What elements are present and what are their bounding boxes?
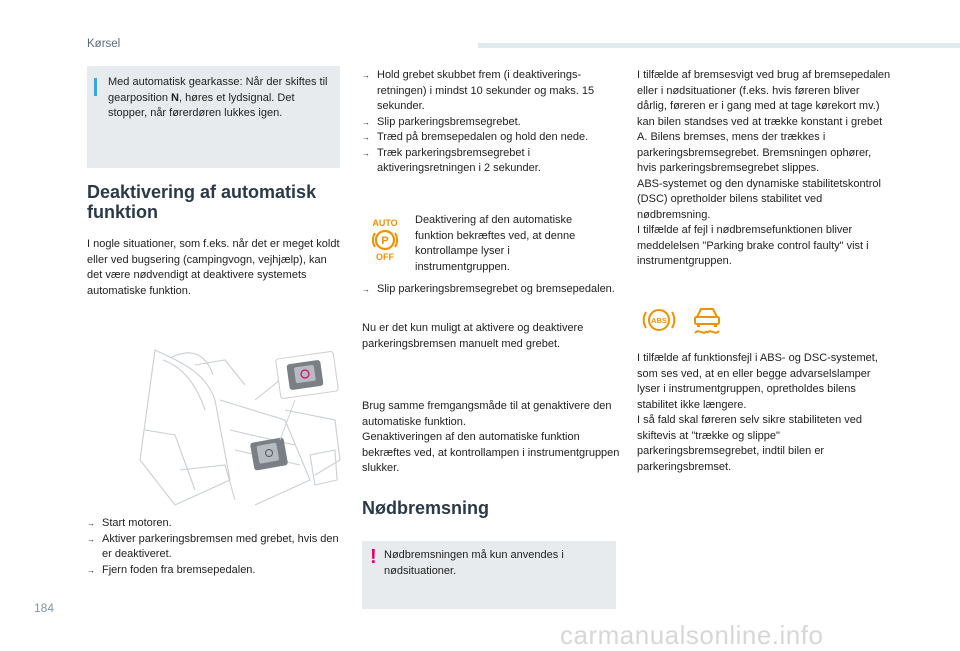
abs-label: ABS — [651, 316, 667, 325]
abs-dsc-text: I tilfælde af funktionsfejl i ABS- og DSC-systemet, som ses ved, at en eller begge advarselslamper lyser i instrumentgruppen, opretholdes bilens stabilitet ikke længere. I så fald skal føreren selv sikre stabiliteten ved skiftevis at "trække og slippe" parkeringsbremsegrebet, indtil bilen er parkeringsbremset. — [637, 352, 878, 473]
step-item: → Slip parkeringsbremsegrebet. — [362, 115, 617, 131]
middle-steps-top — [362, 68, 617, 177]
section-label: Kørsel — [87, 38, 121, 50]
icon-caption: Deaktivering af den automatiske funktion bekræftes ved, at denne kontrollampe lyser i instrumentgruppen. — [415, 214, 576, 273]
page-number: 184 — [34, 601, 55, 615]
lamp-label-off: OFF — [376, 252, 394, 262]
header-bar — [478, 43, 960, 48]
step-item: → Fjern foden fra bremsepedalen. — [87, 563, 347, 579]
step-item: → Hold grebet skubbet frem (i deaktiverings-retningen) i mindst 10 sekunder og maks. 15 sekunder. — [362, 68, 617, 115]
step-item: → Start motoren. — [87, 516, 347, 532]
info-text: Med automatisk gearkasse: Når der skiftes til gearposition N, høres et lydsignal. Det stopper, når førerdøren lukkes igen. — [108, 76, 328, 119]
step-item: → Slip parkeringsbremsegrebet og bremsepedalen. — [362, 282, 617, 298]
step-item: → Aktiver parkeringsbremsen med grebet, hvis den er deaktiveret. — [87, 532, 347, 563]
warning-icon: ! — [370, 546, 377, 568]
console-illustration — [135, 340, 345, 510]
step-item: → Træd på bremsepedalen og hold den nede. — [362, 130, 617, 146]
step-item: → Træk parkeringsbremsegrebet i aktiveringsretningen i 2 sekunder. — [362, 146, 617, 177]
intro-paragraph: I nogle situationer, som f.eks. når det er meget koldt eller ved bugsering (campingvogn, vejhjælp), kan det være nødvendigt at deaktivere systemets automatiske funktion. — [87, 238, 340, 297]
warning-text: Nødbremsningen må kun anvendes i nødsituationer. — [384, 549, 564, 577]
lamp-label-auto: AUTO — [372, 218, 398, 228]
heading-emergency-braking: Nødbremsning — [362, 498, 490, 518]
manual-note: Nu er det kun muligt at aktivere og deaktivere parkeringsbremsen manuelt med grebet. — [362, 322, 584, 350]
heading-deactivation: Deaktivering af automatisk funktion — [87, 182, 317, 222]
left-steps — [87, 516, 347, 578]
abs-lamp-icon — [641, 303, 677, 337]
reactivation-text: Brug samme fremgangsmåde til at genaktivere den automatiske funktion. Genaktiveringen af den automatiske funktion bekræftes ved, at kontrollampen i instrumentgruppen slukker. — [362, 400, 620, 474]
watermark: carmanualsonline.info — [560, 620, 824, 650]
info-icon — [94, 78, 97, 96]
stability-control-lamp-icon — [689, 303, 725, 337]
middle-steps-after — [362, 282, 617, 298]
svg-text:P: P — [381, 235, 389, 247]
auto-p-off-lamp-icon — [368, 216, 402, 262]
emergency-text: I tilfælde af bremsesvigt ved brug af bremsepedalen eller i nødsituationer (f.eks. hvis føreren bliver dårlig, føreren er i gang med at tage kørekort mv.) kan bilen standses ved at trække konstant i grebet A. Bilens bremses, mens der trækkes i parkeringsbremsegrebet. Bremsningen ophører, hvis parkeringsbremsegrebet slippes. ABS-systemet og den dynamiske stabilitetskontrol (DSC) opretholder bilens stabilitet ved nødbremsning. I tilfælde af fejl i nødbremsefunktionen bliver meddelelsen "Parking brake control faulty" vist i instrumentgruppen. — [637, 69, 891, 267]
